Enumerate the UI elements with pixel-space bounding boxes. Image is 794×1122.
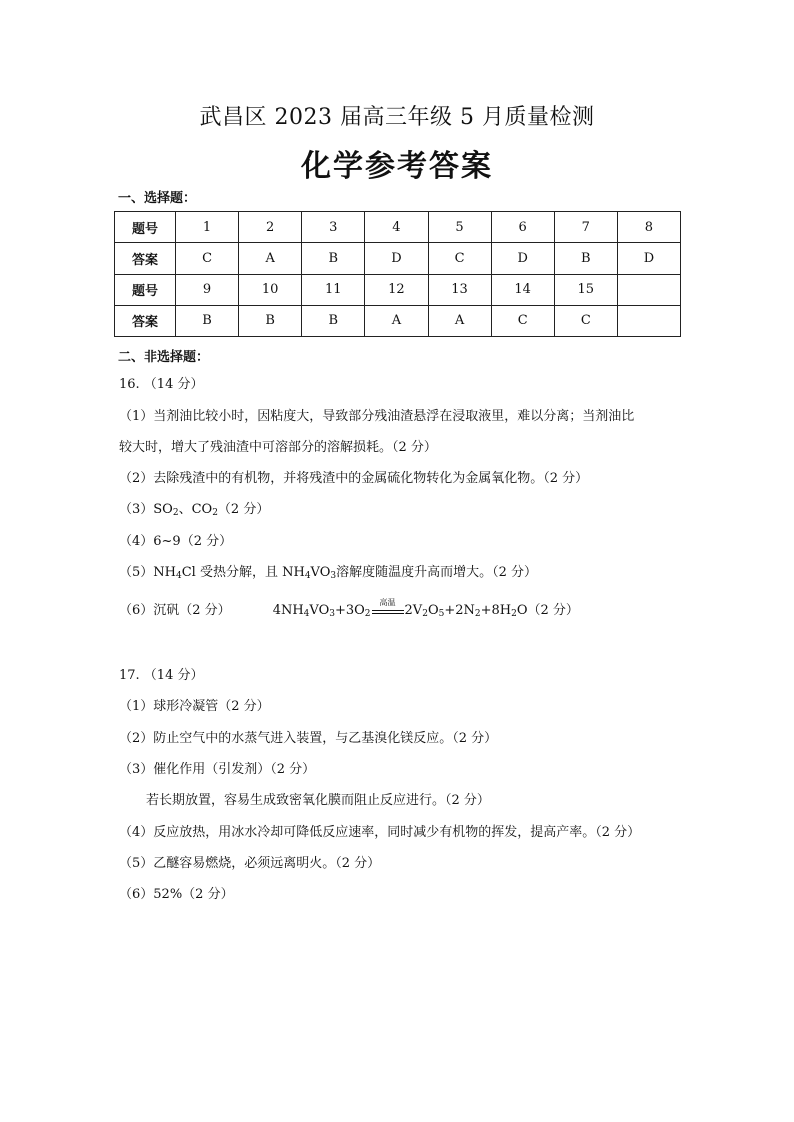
table-cell: D <box>365 243 428 274</box>
table-cell: 8 <box>617 212 680 243</box>
q17-answer-3-continued: 若长期放置，容易生成致密氧化膜而阻止反应进行。（2 分） <box>146 793 490 808</box>
subscript: 4 <box>303 609 310 619</box>
table-cell <box>617 305 680 336</box>
table-cell: 3 <box>302 212 365 243</box>
text-segment: VO <box>310 565 331 580</box>
text-segment: 溶解度随温度升高而增大。（2 分） <box>336 565 538 580</box>
text-segment: （2 分） <box>217 502 270 517</box>
table-cell: 2 <box>239 212 302 243</box>
chemical-equation <box>272 597 579 619</box>
section-heading-nonchoice: 二、非选择题： <box>118 350 210 365</box>
table-cell: C <box>176 243 239 274</box>
subscript: 2 <box>422 609 428 619</box>
table-cell: B <box>176 305 239 336</box>
table-cell: D <box>491 243 554 274</box>
q17-answer-6: （6）52%（2 分） <box>119 887 234 902</box>
row-label: 答案 <box>115 305 176 336</box>
table-cell: 15 <box>554 274 617 305</box>
reaction-equals-sign <box>372 597 404 618</box>
answer-table <box>114 211 681 337</box>
table-cell: 12 <box>365 274 428 305</box>
q17-answer-5: （5）乙醚容易燃烧，必须远离明火。（2 分） <box>119 856 381 871</box>
text-segment: 、CO <box>178 502 213 517</box>
document-title: 武昌区 2023 届高三年级 5 月质量检测 <box>199 105 595 130</box>
subscript: 2 <box>364 609 371 619</box>
subscript: 5 <box>438 609 445 619</box>
table-cell: 13 <box>428 274 491 305</box>
table-row <box>115 274 681 305</box>
table-cell: B <box>302 305 365 336</box>
q16-answer-1-line2: 较大时，增大了残油渣中可溶部分的溶解损耗。（2 分） <box>119 440 437 455</box>
subscript: 2 <box>172 508 179 518</box>
table-cell: 7 <box>554 212 617 243</box>
q16-answer-4: （4）6~9（2 分） <box>119 534 233 549</box>
table-cell: D <box>617 243 680 274</box>
q16-answer-1-line1: （1）当剂油比较小时，因粘度大，导致部分残油渣悬浮在浸取液里，难以分离；当剂油比 <box>119 409 635 424</box>
table-cell: B <box>302 243 365 274</box>
q17-answer-4: （4）反应放热，用冰水冷却可降低反应速率，同时减少有机物的挥发，提高产率。（2 分） <box>119 825 641 840</box>
q17-answer-2: （2）防止空气中的水蒸气进入装置，与乙基溴化镁反应。（2 分） <box>119 731 498 746</box>
subscript: 2 <box>474 609 481 619</box>
row-label: 题号 <box>115 212 176 243</box>
q17-title: 17. （14 分） <box>119 668 204 683</box>
table-cell: 10 <box>239 274 302 305</box>
text-segment: （5）NH <box>119 565 176 580</box>
table-cell: C <box>428 243 491 274</box>
table-cell: A <box>239 243 302 274</box>
text-segment: +8H <box>480 603 512 618</box>
table-cell: A <box>365 305 428 336</box>
text-segment: （6）沉矾（2 分） <box>119 603 231 618</box>
table-cell: 5 <box>428 212 491 243</box>
subscript: 3 <box>330 571 337 581</box>
text-segment: O <box>427 603 439 618</box>
table-row <box>115 212 681 243</box>
table-cell: 6 <box>491 212 554 243</box>
table-cell: 11 <box>302 274 365 305</box>
table-cell: 4 <box>365 212 428 243</box>
table-cell: B <box>554 243 617 274</box>
subscript: 4 <box>175 571 182 581</box>
table-cell: C <box>554 305 617 336</box>
q16-answer-2: （2）去除残渣中的有机物，并将残渣中的金属硫化物转化为金属氧化物。（2 分） <box>119 471 589 486</box>
reaction-condition: 高温 <box>379 597 396 607</box>
table-cell: 14 <box>491 274 554 305</box>
text-segment: 4NH <box>272 603 304 618</box>
row-label: 题号 <box>115 274 176 305</box>
text-segment: O（2 分） <box>516 603 579 618</box>
text-segment: +3O <box>334 603 365 618</box>
subscript: 2 <box>511 609 517 619</box>
table-cell: C <box>491 305 554 336</box>
section-heading-choice: 一、选择题： <box>118 191 197 206</box>
q16-answer-5 <box>119 565 537 581</box>
table-cell <box>617 274 680 305</box>
text-segment: 2V <box>404 603 423 618</box>
table-row <box>115 305 681 336</box>
text-segment: Cl 受热分解，且 NH <box>181 565 305 580</box>
table-cell: 1 <box>176 212 239 243</box>
text-segment: VO <box>309 603 330 618</box>
q16-answer-6 <box>119 597 579 619</box>
subscript: 2 <box>212 508 218 518</box>
q16-answer-3 <box>119 502 269 518</box>
table-cell: B <box>239 305 302 336</box>
text-segment: （3）SO <box>119 502 173 517</box>
table-cell: A <box>428 305 491 336</box>
subscript: 3 <box>329 609 335 619</box>
text-segment: +2N <box>444 603 475 618</box>
row-label: 答案 <box>115 243 176 274</box>
table-cell: 9 <box>176 274 239 305</box>
q17-answer-1: （1）球形冷凝管（2 分） <box>119 699 270 714</box>
table-row <box>115 243 681 274</box>
subscript: 4 <box>304 571 311 581</box>
document-subtitle: 化学参考答案 <box>301 149 493 184</box>
q17-answer-3: （3）催化作用（引发剂）（2 分） <box>119 762 316 777</box>
q16-title: 16. （14 分） <box>119 377 204 392</box>
